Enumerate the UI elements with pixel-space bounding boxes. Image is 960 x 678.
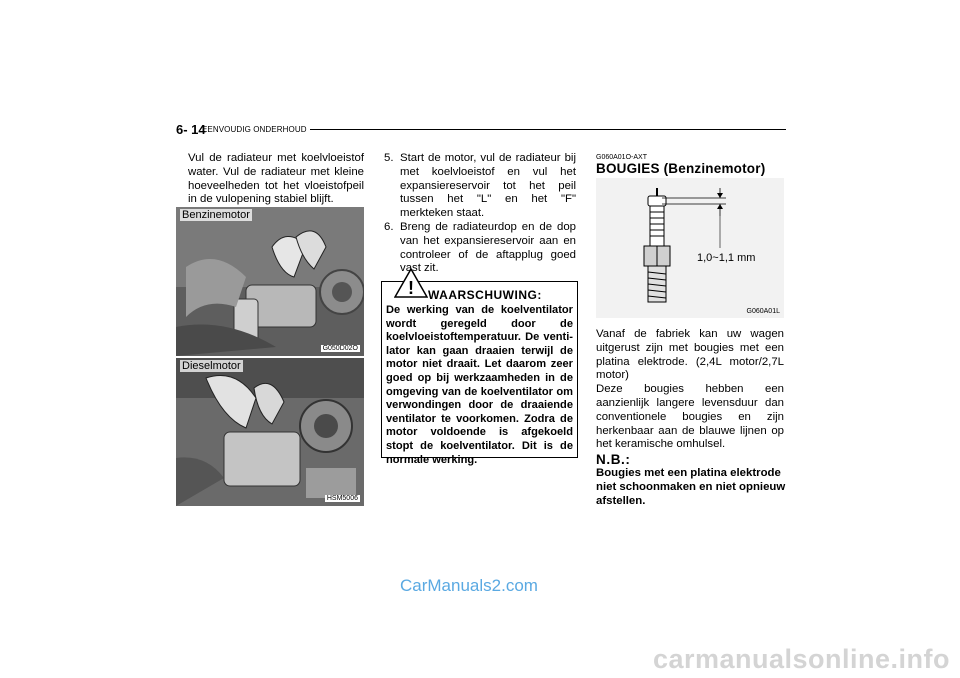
bougies-paragraph-1: Vanaf de fabriek kan uw wagen uitgerust zijn met bougies met een platina elektrode. (2,4L motor/2,7L motor) <box>596 328 784 382</box>
benzine-engine-image <box>176 207 364 356</box>
warning-title: WAARSCHUWING: <box>428 288 542 302</box>
page-number: 6- 14 <box>176 122 206 137</box>
warning-text: De werking van de koelventilator wordt geregeld door de koelvloeistoftemperatuur. De venti-lator kan gaan draaien terwijl de motor niet draait. Let daarom zeer goed op bij werkzaamheden in de omgeving van de koelventilator om verwondingen door de draaiende ventilator te voorkomen. Zodra de motor voldoende is afgekoeld stopt de koelventilator. Dit is de normale werking. <box>386 304 573 466</box>
benzine-engine-photo <box>176 207 364 356</box>
step-text: Breng de radiateurdop en de dop van het expansiereservoir aan en controleer of de aftapplug goed vast zit. <box>400 220 576 275</box>
spark-plug-figure <box>596 178 784 318</box>
bougies-paragraph-2: Deze bougies hebben een aanzienlijk langere levensduur dan conventionele bougies en zijn herkenbaar aan de blauwe lijnen op het keramische omhulsel. <box>596 383 784 451</box>
step-number: 6. <box>384 220 394 233</box>
steps-list <box>384 152 576 276</box>
header-rule <box>310 129 786 130</box>
section-heading: BOUGIES (Benzinemotor) <box>596 161 766 176</box>
warning-triangle-icon <box>394 268 428 298</box>
diesel-photo-code: HSM5006 <box>326 495 358 502</box>
note-text: Bougies met een platina elektrode niet schoonmaken en niet opnieuw afstellen. <box>596 467 786 507</box>
section-title: EENVOUDIG ONDERHOUD <box>202 125 307 134</box>
step-5 <box>384 152 576 221</box>
warning-exclamation: ! <box>408 278 414 298</box>
step-text: Start de motor, vul de radiateur bij met koelvloeistof en vul het expansiereservoir tot het peil tussen het "L" en het "F" merkteken staat. <box>400 152 576 220</box>
figure-code: G060A01L <box>746 308 780 315</box>
watermark-carmanualsonline: carmanualsonline.info <box>652 644 950 674</box>
section-code: G060A01O-AXT <box>596 154 647 161</box>
bougies-description <box>596 328 784 452</box>
gap-measurement: 1,0~1,1 mm <box>697 252 756 264</box>
spark-plug-icon <box>596 178 784 318</box>
intro-paragraph: Vul de radiateur met koelvloeistof water. Vul de radiateur met kleine hoeveelheden tot het vloeistofpeil in de vulopening stabiel blijft. <box>188 152 364 206</box>
benzine-photo-label: Benzinemotor <box>182 209 250 221</box>
warning-box <box>381 278 578 466</box>
note-title: N.B.: <box>596 452 631 467</box>
diesel-engine-image <box>176 358 364 506</box>
watermark-carmanuals2[interactable]: CarManuals2.com <box>400 576 538 595</box>
step-number: 5. <box>384 152 394 164</box>
benzine-photo-code: G050D02O <box>322 345 358 352</box>
diesel-photo-label: Dieselmotor <box>182 360 241 372</box>
diesel-engine-photo <box>176 358 364 506</box>
